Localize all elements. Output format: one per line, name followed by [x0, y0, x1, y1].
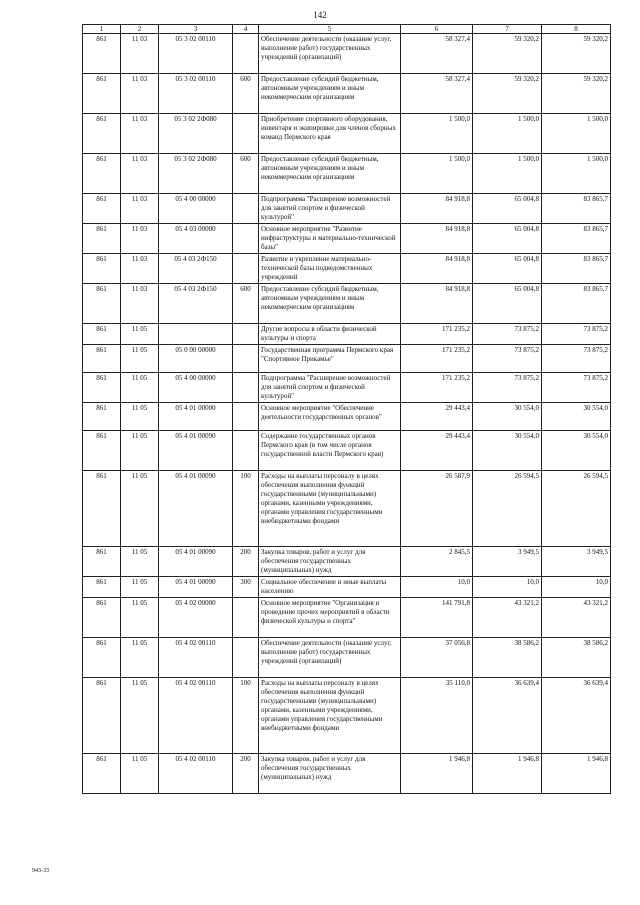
section-code-cell: 11 03: [121, 254, 159, 284]
expense-type-cell: [233, 373, 259, 403]
amount-col7-cell: 65 004,8: [473, 194, 542, 224]
section-code-cell: 11 03: [121, 284, 159, 324]
expense-type-cell: [233, 34, 259, 74]
section-code-cell: 11 05: [121, 471, 159, 547]
target-article-cell: 05 3 02 00110: [159, 34, 233, 74]
admin-code-cell: 861: [83, 577, 121, 598]
table-row: [83, 194, 611, 224]
table-row: [83, 754, 611, 794]
section-code-cell: 11 05: [121, 678, 159, 754]
page-number: 142: [313, 10, 327, 20]
admin-code-cell: 861: [83, 194, 121, 224]
target-article-cell: 05 4 01 00090: [159, 471, 233, 547]
section-code-cell: 11 05: [121, 345, 159, 373]
target-article-cell: 05 3 02 00110: [159, 74, 233, 114]
expense-type-cell: [233, 324, 259, 345]
item-name-cell: Подпрограмма "Расширение возможностей для занятий спортом и физической культурой": [259, 194, 401, 224]
table-row: [83, 678, 611, 754]
amount-col8-cell: 30 554,0: [542, 431, 611, 471]
target-article-cell: 05 3 02 2Ф080: [159, 114, 233, 154]
column-header: 1: [83, 25, 121, 34]
target-article-cell: [159, 324, 233, 345]
amount-col8-cell: 26 594,5: [542, 471, 611, 547]
admin-code-cell: 861: [83, 324, 121, 345]
table-row: [83, 224, 611, 254]
amount-col7-cell: 10,0: [473, 577, 542, 598]
expense-type-cell: [233, 254, 259, 284]
amount-col6-cell: 171 235,2: [401, 345, 473, 373]
item-name-cell: Закупка товаров, работ и услуг для обеспечения государственных (муниципальных) нужд: [259, 547, 401, 577]
section-code-cell: 11 05: [121, 403, 159, 431]
amount-col8-cell: 59 320,2: [542, 34, 611, 74]
target-article-cell: 05 4 00 00000: [159, 373, 233, 403]
table-row: [83, 324, 611, 345]
amount-col7-cell: 38 586,2: [473, 638, 542, 678]
table-row: [83, 547, 611, 577]
amount-col8-cell: 73 875,2: [542, 373, 611, 403]
section-code-cell: 11 03: [121, 194, 159, 224]
amount-col6-cell: 29 443,4: [401, 431, 473, 471]
amount-col7-cell: 26 594,5: [473, 471, 542, 547]
admin-code-cell: 861: [83, 114, 121, 154]
item-name-cell: Расходы на выплаты персоналу в целях обеспечения выполнения функций государственными (муниципальными) органами, казенными учреждениями, органами управления государственными внебюджетными фондами: [259, 471, 401, 547]
section-code-cell: 11 03: [121, 154, 159, 194]
amount-col8-cell: 83 865,7: [542, 224, 611, 254]
amount-col8-cell: 1 946,8: [542, 754, 611, 794]
amount-col6-cell: 58 327,4: [401, 74, 473, 114]
admin-code-cell: 861: [83, 34, 121, 74]
table-row: [83, 471, 611, 547]
table-row: [83, 373, 611, 403]
amount-col6-cell: 37 056,8: [401, 638, 473, 678]
section-code-cell: 11 03: [121, 34, 159, 74]
expense-type-cell: [233, 431, 259, 471]
section-code-cell: 11 05: [121, 577, 159, 598]
amount-col6-cell: 171 235,2: [401, 324, 473, 345]
target-article-cell: 05 4 02 00110: [159, 678, 233, 754]
amount-col8-cell: 83 865,7: [542, 194, 611, 224]
amount-col7-cell: 65 004,8: [473, 284, 542, 324]
column-header: 6: [401, 25, 473, 34]
amount-col7-cell: 1 500,0: [473, 114, 542, 154]
item-name-cell: Предоставление субсидий бюджетным, автономным учреждениям и иным некоммерческим организациям: [259, 284, 401, 324]
item-name-cell: Обеспечение деятельности (оказание услуг, выполнение работ) государственных учреждений (организаций): [259, 638, 401, 678]
amount-col8-cell: 38 586,2: [542, 638, 611, 678]
admin-code-cell: 861: [83, 74, 121, 114]
target-article-cell: 05 4 01 00000: [159, 403, 233, 431]
section-code-cell: 11 03: [121, 114, 159, 154]
amount-col8-cell: 1 500,0: [542, 114, 611, 154]
target-article-cell: 05 4 02 00000: [159, 598, 233, 638]
amount-col6-cell: 84 918,8: [401, 224, 473, 254]
item-name-cell: Основное мероприятие "Обеспечение деятельности государственных органов": [259, 403, 401, 431]
admin-code-cell: 861: [83, 678, 121, 754]
amount-col8-cell: 73 875,2: [542, 345, 611, 373]
amount-col6-cell: 171 235,2: [401, 373, 473, 403]
target-article-cell: 05 4 03 2Ф150: [159, 254, 233, 284]
section-code-cell: 11 03: [121, 74, 159, 114]
amount-col7-cell: 59 320,2: [473, 74, 542, 114]
section-code-cell: 11 05: [121, 373, 159, 403]
expense-type-cell: 600: [233, 154, 259, 194]
item-name-cell: Приобретение спортивного оборудования, инвентаря и экипировки для членов сборных команд Пермского края: [259, 114, 401, 154]
target-article-cell: 05 4 02 00110: [159, 754, 233, 794]
admin-code-cell: 861: [83, 254, 121, 284]
amount-col7-cell: 43 321,2: [473, 598, 542, 638]
expense-type-cell: [233, 345, 259, 373]
item-name-cell: Расходы на выплаты персоналу в целях обеспечения выполнения функций государственными (муниципальными) органами, казенными учреждениями, органами управления государственными внебюджетными фондами: [259, 678, 401, 754]
column-header: 2: [121, 25, 159, 34]
amount-col8-cell: 59 320,2: [542, 74, 611, 114]
table-row: [83, 154, 611, 194]
table-row: [83, 638, 611, 678]
item-name-cell: Содержание государственных органов Пермского края (в том числе органов государственной власти Пермского края): [259, 431, 401, 471]
amount-col7-cell: 36 639,4: [473, 678, 542, 754]
column-header: 8: [542, 25, 611, 34]
admin-code-cell: 861: [83, 345, 121, 373]
section-code-cell: 11 05: [121, 638, 159, 678]
expense-type-cell: 200: [233, 754, 259, 794]
amount-col8-cell: 3 949,5: [542, 547, 611, 577]
section-code-cell: 11 05: [121, 598, 159, 638]
table-row: [83, 345, 611, 373]
target-article-cell: 05 4 02 00110: [159, 638, 233, 678]
item-name-cell: Обеспечение деятельности (оказание услуг, выполнение работ) государственных учреждений (организаций): [259, 34, 401, 74]
admin-code-cell: 861: [83, 373, 121, 403]
target-article-cell: 05 0 00 00000: [159, 345, 233, 373]
amount-col7-cell: 1 500,0: [473, 154, 542, 194]
item-name-cell: Социальное обеспечение и иные выплаты населению: [259, 577, 401, 598]
amount-col8-cell: 30 554,0: [542, 403, 611, 431]
amount-col7-cell: 30 554,0: [473, 403, 542, 431]
table-row: [83, 254, 611, 284]
amount-col6-cell: 35 110,0: [401, 678, 473, 754]
column-header: 7: [473, 25, 542, 34]
section-code-cell: 11 05: [121, 754, 159, 794]
admin-code-cell: 861: [83, 431, 121, 471]
admin-code-cell: 861: [83, 598, 121, 638]
section-code-cell: 11 05: [121, 431, 159, 471]
amount-col8-cell: 83 865,7: [542, 254, 611, 284]
expense-type-cell: [233, 224, 259, 254]
amount-col7-cell: 30 554,0: [473, 431, 542, 471]
target-article-cell: 05 4 03 2Ф150: [159, 284, 233, 324]
expense-type-cell: 100: [233, 471, 259, 547]
amount-col7-cell: 65 004,8: [473, 254, 542, 284]
expense-type-cell: 200: [233, 547, 259, 577]
budget-table: [82, 24, 611, 794]
amount-col6-cell: 1 500,0: [401, 114, 473, 154]
table-row: [83, 598, 611, 638]
table-row: [83, 34, 611, 74]
target-article-cell: 05 4 01 00090: [159, 431, 233, 471]
admin-code-cell: 861: [83, 284, 121, 324]
item-name-cell: Другие вопросы в области физической культуры и спорта: [259, 324, 401, 345]
admin-code-cell: 861: [83, 638, 121, 678]
amount-col6-cell: 84 918,8: [401, 284, 473, 324]
column-header: 3: [159, 25, 233, 34]
amount-col6-cell: 10,0: [401, 577, 473, 598]
header-row: [83, 25, 611, 34]
item-name-cell: Подпрограмма "Расширение возможностей для занятий спортом и физической культурой": [259, 373, 401, 403]
amount-col7-cell: 1 946,8: [473, 754, 542, 794]
amount-col6-cell: 29 443,4: [401, 403, 473, 431]
amount-col7-cell: 73 875,2: [473, 324, 542, 345]
item-name-cell: Предоставление субсидий бюджетным, автономным учреждениям и иным некоммерческим организациям: [259, 74, 401, 114]
admin-code-cell: 861: [83, 547, 121, 577]
expense-type-cell: 100: [233, 678, 259, 754]
amount-col6-cell: 141 791,8: [401, 598, 473, 638]
expense-type-cell: 300: [233, 577, 259, 598]
amount-col8-cell: 1 500,0: [542, 154, 611, 194]
amount-col7-cell: 73 875,2: [473, 345, 542, 373]
item-name-cell: Государственная программа Пермского края "Спортивное Прикамье": [259, 345, 401, 373]
amount-col6-cell: 1 946,8: [401, 754, 473, 794]
amount-col7-cell: 73 875,2: [473, 373, 542, 403]
section-code-cell: 11 03: [121, 224, 159, 254]
section-code-cell: 11 05: [121, 547, 159, 577]
admin-code-cell: 861: [83, 471, 121, 547]
table-row: [83, 403, 611, 431]
amount-col8-cell: 36 639,4: [542, 678, 611, 754]
table-row: [83, 114, 611, 154]
table-row: [83, 577, 611, 598]
amount-col7-cell: 3 949,5: [473, 547, 542, 577]
expense-type-cell: [233, 194, 259, 224]
admin-code-cell: 861: [83, 754, 121, 794]
expense-type-cell: 600: [233, 284, 259, 324]
section-code-cell: 11 05: [121, 324, 159, 345]
amount-col6-cell: 1 500,0: [401, 154, 473, 194]
expense-type-cell: [233, 598, 259, 638]
amount-col6-cell: 26 587,9: [401, 471, 473, 547]
amount-col8-cell: 73 875,2: [542, 324, 611, 345]
amount-col6-cell: 58 327,4: [401, 34, 473, 74]
amount-col8-cell: 43 321,2: [542, 598, 611, 638]
amount-col8-cell: 10,0: [542, 577, 611, 598]
amount-col8-cell: 83 865,7: [542, 284, 611, 324]
item-name-cell: Основное мероприятие "Организация и проведение прочих мероприятий в области физической культуры и спорта": [259, 598, 401, 638]
table-row: [83, 431, 611, 471]
column-header: 5: [259, 25, 401, 34]
amount-col7-cell: 65 004,8: [473, 224, 542, 254]
amount-col6-cell: 84 918,8: [401, 194, 473, 224]
target-article-cell: 05 3 02 2Ф080: [159, 154, 233, 194]
target-article-cell: 05 4 00 00000: [159, 194, 233, 224]
item-name-cell: Закупка товаров, работ и услуг для обеспечения государственных (муниципальных) нужд: [259, 754, 401, 794]
item-name-cell: Основное мероприятие "Развитие инфраструктуры и материально-технической базы": [259, 224, 401, 254]
column-header: 4: [233, 25, 259, 34]
item-name-cell: Развитие и укрепление материально-технической базы подведомственных учреждений: [259, 254, 401, 284]
expense-type-cell: 600: [233, 74, 259, 114]
document-code: 943-33: [32, 868, 49, 874]
amount-col6-cell: 84 918,8: [401, 254, 473, 284]
admin-code-cell: 861: [83, 154, 121, 194]
item-name-cell: Предоставление субсидий бюджетным, автономным учреждениям и иным некоммерческим организациям: [259, 154, 401, 194]
admin-code-cell: 861: [83, 403, 121, 431]
amount-col6-cell: 2 845,5: [401, 547, 473, 577]
target-article-cell: 05 4 01 00090: [159, 577, 233, 598]
expense-type-cell: [233, 638, 259, 678]
amount-col7-cell: 59 320,2: [473, 34, 542, 74]
table-row: [83, 284, 611, 324]
target-article-cell: 05 4 03 00000: [159, 224, 233, 254]
table-row: [83, 74, 611, 114]
table-body: [83, 34, 611, 794]
expense-type-cell: [233, 114, 259, 154]
admin-code-cell: 861: [83, 224, 121, 254]
target-article-cell: 05 4 01 00090: [159, 547, 233, 577]
expense-type-cell: [233, 403, 259, 431]
